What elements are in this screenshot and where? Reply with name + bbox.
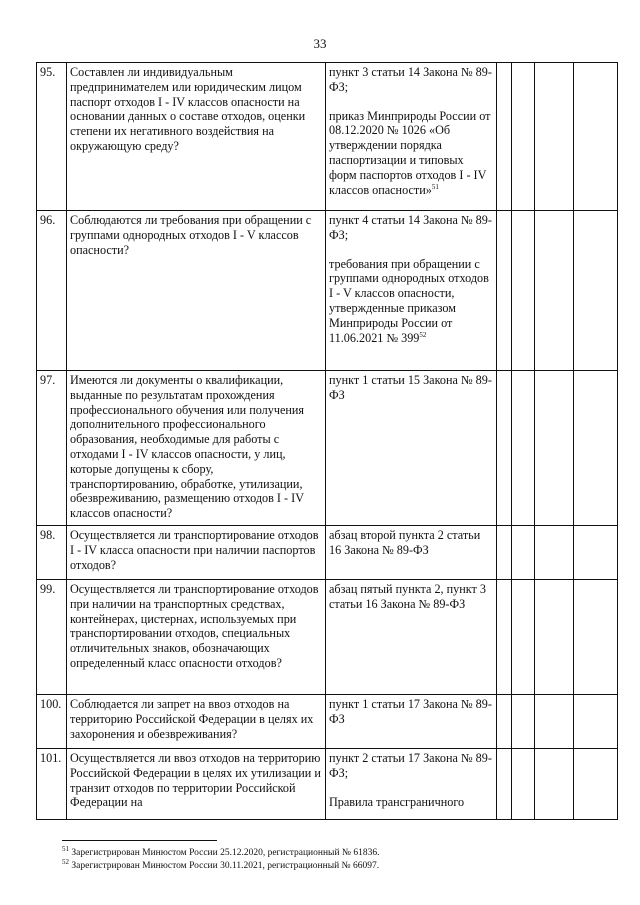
page-number: 33	[313, 36, 327, 51]
question-text: Осуществляется ли транспортирование отходов I - IV класса опасности при наличии паспортов отходов?	[67, 526, 326, 580]
legal-reference	[326, 695, 497, 749]
answer-cell-not-applicable[interactable]	[535, 526, 574, 580]
answer-cell-not-applicable[interactable]	[535, 63, 574, 211]
legal-reference	[326, 371, 497, 526]
answer-cell-not-applicable[interactable]	[535, 749, 574, 820]
row-number: 98.	[37, 526, 67, 580]
answer-cell-no[interactable]	[512, 63, 535, 211]
table-row	[37, 63, 618, 211]
footnote: $^{51}$ Зарегистрирован Минюстом России 25.12.2020, регистрационный № 61836.	[62, 844, 380, 858]
reference-secondary: приказ Минприроды России от 08.12.2020 № 1026 «Об утверждении порядка паспортизации и типовых форм паспортов отходов I - IV классов опасности»$^{51}$	[329, 108, 491, 197]
legal-reference	[326, 526, 497, 580]
reference-primary: пункт 2 статьи 17 Закона № 89-ФЗ;	[329, 751, 492, 780]
footnote-separator	[62, 840, 217, 841]
footnotes	[62, 844, 380, 872]
table-row	[37, 749, 618, 820]
answer-cell-not-applicable[interactable]	[535, 371, 574, 526]
reference-primary: пункт 1 статьи 15 Закона № 89-ФЗ	[329, 373, 492, 402]
checklist-table	[36, 62, 618, 820]
answer-cell-note[interactable]	[574, 371, 618, 526]
footnote: $^{52}$ Зарегистрирован Минюстом России 30.11.2021, регистрационный № 66097.	[62, 857, 380, 871]
answer-cell-not-applicable[interactable]	[535, 580, 574, 695]
legal-reference	[326, 580, 497, 695]
answer-cell-no[interactable]	[512, 695, 535, 749]
table-row	[37, 695, 618, 749]
row-number: 95.	[37, 63, 67, 211]
answer-cell-yes[interactable]	[497, 63, 512, 211]
reference-secondary: Правила трансграничного	[329, 794, 465, 809]
row-number: 100.	[37, 695, 67, 749]
reference-primary: абзац пятый пункта 2, пункт 3 статьи 16 Закона № 89-ФЗ	[329, 582, 486, 611]
legal-reference	[326, 63, 497, 211]
answer-cell-note[interactable]	[574, 580, 618, 695]
question-text: Соблюдаются ли требования при обращении с группами однородных отходов I - V классов опасности?	[67, 211, 326, 371]
table-row	[37, 371, 618, 526]
answer-cell-no[interactable]	[512, 749, 535, 820]
reference-primary: абзац второй пункта 2 статьи 16 Закона № 89-ФЗ	[329, 528, 481, 557]
question-text: Составлен ли индивидуальным предпринимателем или юридическим лицом паспорт отходов I - IV классов опасности на основании данных о составе отходов, оценки степени их негативного воздействия на окружающую среду?	[67, 63, 326, 211]
answer-cell-not-applicable[interactable]	[535, 695, 574, 749]
answer-cell-yes[interactable]	[497, 749, 512, 820]
answer-cell-yes[interactable]	[497, 695, 512, 749]
question-text: Имеются ли документы о квалификации, выданные по результатам прохождения профессионального обучения или получения дополнительного профессионального образования, необходимые для работы с отходами I - IV классов опасности, у лиц, которые допущены к сбору, транспортированию, обработке, утилизации, обезвреживанию, размещению отходов I - IV классов опасности?	[67, 371, 326, 526]
table-row	[37, 580, 618, 695]
question-text: Осуществляется ли ввоз отходов на территорию Российской Федерации в целях их утилизации и транзит отходов по территории Российской Федерации на	[67, 749, 326, 820]
answer-cell-no[interactable]	[512, 526, 535, 580]
footnote-mark: 51	[431, 182, 439, 191]
reference-primary: пункт 1 статьи 17 Закона № 89-ФЗ	[329, 697, 492, 726]
row-number: 96.	[37, 211, 67, 371]
row-number: 97.	[37, 371, 67, 526]
answer-cell-yes[interactable]	[497, 526, 512, 580]
table-row	[37, 211, 618, 371]
answer-cell-note[interactable]	[574, 526, 618, 580]
answer-cell-note[interactable]	[574, 749, 618, 820]
legal-reference	[326, 211, 497, 371]
answer-cell-no[interactable]	[512, 580, 535, 695]
answer-cell-yes[interactable]	[497, 371, 512, 526]
question-text: Соблюдается ли запрет на ввоз отходов на территорию Российской Федерации в целях их захоронения и обезвреживания?	[67, 695, 326, 749]
answer-cell-yes[interactable]	[497, 580, 512, 695]
legal-reference	[326, 749, 497, 820]
answer-cell-note[interactable]	[574, 695, 618, 749]
row-number: 101.	[37, 749, 67, 820]
reference-primary: пункт 4 статьи 14 Закона № 89-ФЗ;	[329, 213, 492, 242]
row-number: 99.	[37, 580, 67, 695]
answer-cell-note[interactable]	[574, 211, 618, 371]
reference-secondary: требования при обращении с группами однородных отходов I - V классов опасности, утвержденные приказом Минприроды России от 11.06.2021 № $399^{52}$	[329, 256, 489, 345]
answer-cell-note[interactable]	[574, 63, 618, 211]
reference-primary: пункт 3 статьи 14 Закона № 89-ФЗ;	[329, 65, 492, 94]
answer-cell-no[interactable]	[512, 211, 535, 371]
footnote-mark: 52	[419, 330, 427, 339]
answer-cell-yes[interactable]	[497, 211, 512, 371]
table-row	[37, 526, 618, 580]
question-text: Осуществляется ли транспортирование отходов при наличии на транспортных средствах, контейнерах, цистернах, используемых при транспортировании отходов, специальных отличительных знаков, обозначающих определенный класс опасности отходов?	[67, 580, 326, 695]
answer-cell-no[interactable]	[512, 371, 535, 526]
answer-cell-not-applicable[interactable]	[535, 211, 574, 371]
